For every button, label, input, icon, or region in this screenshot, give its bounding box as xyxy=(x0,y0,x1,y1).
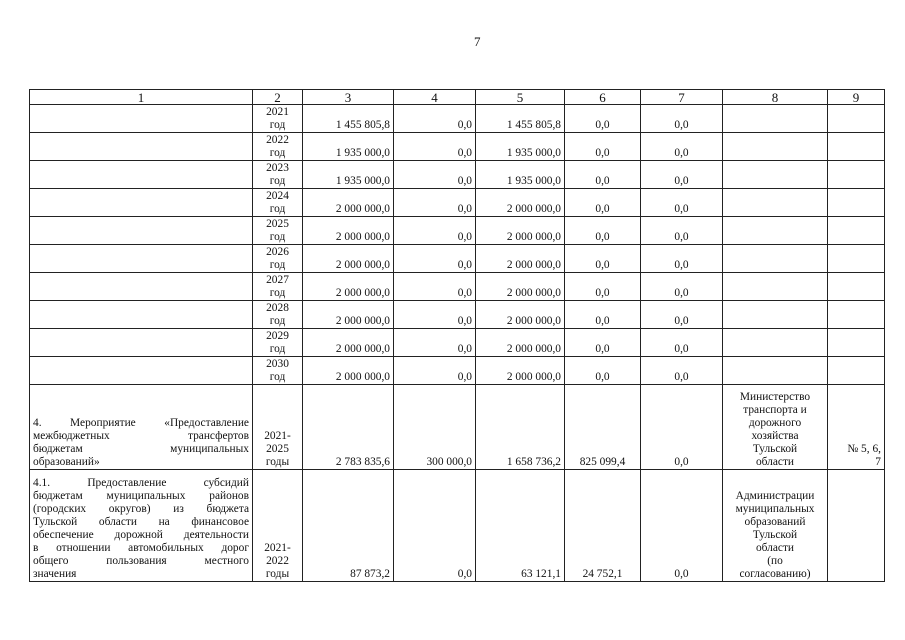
text-line: 2021- xyxy=(264,430,291,442)
year-value: 2021 xyxy=(266,106,289,118)
cell-targets xyxy=(828,217,885,245)
text-line: Администрации xyxy=(735,490,815,502)
cell-total: 1 935 000,0 xyxy=(303,161,394,189)
cell-year xyxy=(253,273,303,301)
cell-targets xyxy=(828,105,885,133)
cell-total: 2 783 835,6 xyxy=(303,385,394,470)
cell-description xyxy=(30,329,253,357)
column-header-6: 6 xyxy=(565,90,641,105)
table-body xyxy=(30,90,885,582)
cell-col7: 0,0 xyxy=(641,105,723,133)
cell-col6: 825 099,4 xyxy=(565,385,641,470)
text-line: годы xyxy=(265,456,290,468)
cell-col4: 0,0 xyxy=(394,161,476,189)
table-row xyxy=(30,133,885,161)
text-line: 2022 xyxy=(266,555,289,567)
table-row xyxy=(30,245,885,273)
year-value: 2027 xyxy=(266,274,289,286)
table-row xyxy=(30,189,885,217)
column-header-9: 9 xyxy=(828,90,885,105)
cell-col4: 0,0 xyxy=(394,470,476,582)
cell-targets xyxy=(828,189,885,217)
cell-col5: 2 000 000,0 xyxy=(476,329,565,357)
cell-col4: 0,0 xyxy=(394,357,476,385)
cell-col4: 0,0 xyxy=(394,133,476,161)
cell-col7: 0,0 xyxy=(641,133,723,161)
text-line: согласованию) xyxy=(739,568,811,580)
cell-col6: 0,0 xyxy=(565,161,641,189)
cell-col5: 1 935 000,0 xyxy=(476,133,565,161)
cell-targets xyxy=(828,245,885,273)
cell-executor xyxy=(723,273,828,301)
text-line: транспорта и xyxy=(743,404,807,416)
cell-col5: 2 000 000,0 xyxy=(476,189,565,217)
cell-col6: 24 752,1 xyxy=(565,470,641,582)
table-row xyxy=(30,357,885,385)
cell-targets xyxy=(828,329,885,357)
cell-description xyxy=(30,161,253,189)
cell-col5: 2 000 000,0 xyxy=(476,357,565,385)
cell-period xyxy=(253,470,303,582)
cell-targets xyxy=(828,161,885,189)
cell-col4: 300 000,0 xyxy=(394,385,476,470)
text-line: (по xyxy=(767,555,783,567)
text-line: Тульской xyxy=(752,529,798,541)
year-unit: год xyxy=(269,371,286,383)
year-value: 2028 xyxy=(266,302,289,314)
cell-executor xyxy=(723,245,828,273)
text-line: обеспечение дорожной деятельности xyxy=(33,529,249,541)
cell-col6: 0,0 xyxy=(565,273,641,301)
year-unit: год xyxy=(269,259,286,271)
year-value: 2025 xyxy=(266,218,289,230)
cell-year xyxy=(253,133,303,161)
cell-col4: 0,0 xyxy=(394,329,476,357)
cell-executor xyxy=(723,329,828,357)
cell-col7: 0,0 xyxy=(641,161,723,189)
cell-description xyxy=(30,385,253,470)
table-row xyxy=(30,273,885,301)
cell-description xyxy=(30,217,253,245)
cell-col7: 0,0 xyxy=(641,273,723,301)
cell-total: 2 000 000,0 xyxy=(303,273,394,301)
cell-year xyxy=(253,161,303,189)
cell-col6: 0,0 xyxy=(565,105,641,133)
text-line: 7 xyxy=(875,456,881,468)
text-line: дорожного xyxy=(748,417,802,429)
year-value: 2022 xyxy=(266,134,289,146)
year-unit: год xyxy=(269,119,286,131)
cell-col6: 0,0 xyxy=(565,301,641,329)
cell-year xyxy=(253,189,303,217)
cell-total: 2 000 000,0 xyxy=(303,245,394,273)
table-row xyxy=(30,217,885,245)
cell-col5: 2 000 000,0 xyxy=(476,273,565,301)
cell-total: 2 000 000,0 xyxy=(303,301,394,329)
cell-col5: 1 455 805,8 xyxy=(476,105,565,133)
cell-col5: 2 000 000,0 xyxy=(476,245,565,273)
text-line: области xyxy=(755,542,795,554)
cell-executor xyxy=(723,470,828,582)
text-line: 4. Мероприятие «Предоставление xyxy=(33,417,249,429)
text-line: образований» xyxy=(33,456,100,468)
cell-year xyxy=(253,301,303,329)
cell-col7: 0,0 xyxy=(641,189,723,217)
cell-total: 1 935 000,0 xyxy=(303,133,394,161)
cell-targets xyxy=(828,470,885,582)
table-row-activity-4-1 xyxy=(30,470,885,582)
cell-executor xyxy=(723,357,828,385)
cell-year xyxy=(253,329,303,357)
cell-description xyxy=(30,105,253,133)
cell-total: 2 000 000,0 xyxy=(303,189,394,217)
year-value: 2030 xyxy=(266,358,289,370)
cell-col7: 0,0 xyxy=(641,245,723,273)
column-header-8: 8 xyxy=(723,90,828,105)
text-line: бюджетам муниципальных районов xyxy=(33,490,249,502)
cell-targets xyxy=(828,385,885,470)
cell-description xyxy=(30,133,253,161)
column-header-3: 3 xyxy=(303,90,394,105)
cell-executor xyxy=(723,217,828,245)
cell-col7: 0,0 xyxy=(641,470,723,582)
cell-targets xyxy=(828,273,885,301)
cell-description xyxy=(30,357,253,385)
cell-year xyxy=(253,105,303,133)
text-line: области xyxy=(755,456,795,468)
cell-executor xyxy=(723,133,828,161)
text-line: образований xyxy=(744,516,806,528)
cell-col4: 0,0 xyxy=(394,273,476,301)
cell-description xyxy=(30,273,253,301)
year-value: 2026 xyxy=(266,246,289,258)
year-unit: год xyxy=(269,343,286,355)
year-unit: год xyxy=(269,147,286,159)
cell-year xyxy=(253,217,303,245)
cell-col7: 0,0 xyxy=(641,301,723,329)
column-header-4: 4 xyxy=(394,90,476,105)
budget-table xyxy=(29,89,885,582)
text-line: 4.1. Предоставление субсидий xyxy=(33,477,249,489)
column-header-row xyxy=(30,90,885,105)
cell-period xyxy=(253,385,303,470)
text-line: значения xyxy=(33,568,77,580)
year-value: 2024 xyxy=(266,190,289,202)
cell-col4: 0,0 xyxy=(394,217,476,245)
year-unit: год xyxy=(269,175,286,187)
year-value: 2029 xyxy=(266,330,289,342)
cell-total: 2 000 000,0 xyxy=(303,217,394,245)
cell-executor xyxy=(723,161,828,189)
table-row xyxy=(30,301,885,329)
text-line: хозяйства xyxy=(751,430,799,442)
cell-col6: 0,0 xyxy=(565,245,641,273)
cell-col6: 0,0 xyxy=(565,357,641,385)
text-line: в отношении автомобильных дорог xyxy=(33,542,249,554)
column-header-7: 7 xyxy=(641,90,723,105)
cell-col7: 0,0 xyxy=(641,329,723,357)
cell-col6: 0,0 xyxy=(565,329,641,357)
cell-total: 87 873,2 xyxy=(303,470,394,582)
table-row xyxy=(30,161,885,189)
year-unit: год xyxy=(269,315,286,327)
text-line: годы xyxy=(265,568,290,580)
cell-col5: 1 935 000,0 xyxy=(476,161,565,189)
cell-col5: 2 000 000,0 xyxy=(476,301,565,329)
text-line: муниципальных xyxy=(735,503,815,515)
year-unit: год xyxy=(269,203,286,215)
cell-col4: 0,0 xyxy=(394,301,476,329)
text-line: № 5, 6, xyxy=(847,443,881,455)
cell-total: 1 455 805,8 xyxy=(303,105,394,133)
cell-col6: 0,0 xyxy=(565,189,641,217)
cell-col4: 0,0 xyxy=(394,189,476,217)
cell-total: 2 000 000,0 xyxy=(303,329,394,357)
cell-col5: 2 000 000,0 xyxy=(476,217,565,245)
page-number: 7 xyxy=(474,34,481,49)
cell-executor xyxy=(723,301,828,329)
text-line: Тульской области на финансовое xyxy=(33,516,249,528)
text-line: 2021- xyxy=(264,542,291,554)
text-line: 2025 xyxy=(266,443,289,455)
cell-targets xyxy=(828,301,885,329)
cell-description xyxy=(30,245,253,273)
cell-executor xyxy=(723,189,828,217)
year-unit: год xyxy=(269,287,286,299)
cell-col7: 0,0 xyxy=(641,357,723,385)
text-line: межбюджетных трансфертов xyxy=(33,430,249,442)
cell-description xyxy=(30,301,253,329)
cell-col6: 0,0 xyxy=(565,217,641,245)
text-line: общего пользования местного xyxy=(33,555,249,567)
table-row-activity-4 xyxy=(30,385,885,470)
cell-total: 2 000 000,0 xyxy=(303,357,394,385)
cell-targets xyxy=(828,357,885,385)
text-line: (городских округов) из бюджета xyxy=(33,503,249,515)
cell-col6: 0,0 xyxy=(565,133,641,161)
cell-executor xyxy=(723,105,828,133)
table-row xyxy=(30,329,885,357)
text-line: Министерство xyxy=(739,391,811,403)
cell-year xyxy=(253,357,303,385)
cell-description xyxy=(30,189,253,217)
year-value: 2023 xyxy=(266,162,289,174)
cell-col4: 0,0 xyxy=(394,245,476,273)
column-header-1: 1 xyxy=(30,90,253,105)
cell-col5: 1 658 736,2 xyxy=(476,385,565,470)
cell-col5: 63 121,1 xyxy=(476,470,565,582)
column-header-2: 2 xyxy=(253,90,303,105)
cell-year xyxy=(253,245,303,273)
cell-col7: 0,0 xyxy=(641,385,723,470)
table-row xyxy=(30,105,885,133)
cell-executor xyxy=(723,385,828,470)
text-line: Тульской xyxy=(752,443,798,455)
year-unit: год xyxy=(269,231,286,243)
cell-targets xyxy=(828,133,885,161)
cell-col7: 0,0 xyxy=(641,217,723,245)
column-header-5: 5 xyxy=(476,90,565,105)
cell-description xyxy=(30,470,253,582)
text-line: бюджетам муниципальных xyxy=(33,443,249,455)
cell-col4: 0,0 xyxy=(394,105,476,133)
